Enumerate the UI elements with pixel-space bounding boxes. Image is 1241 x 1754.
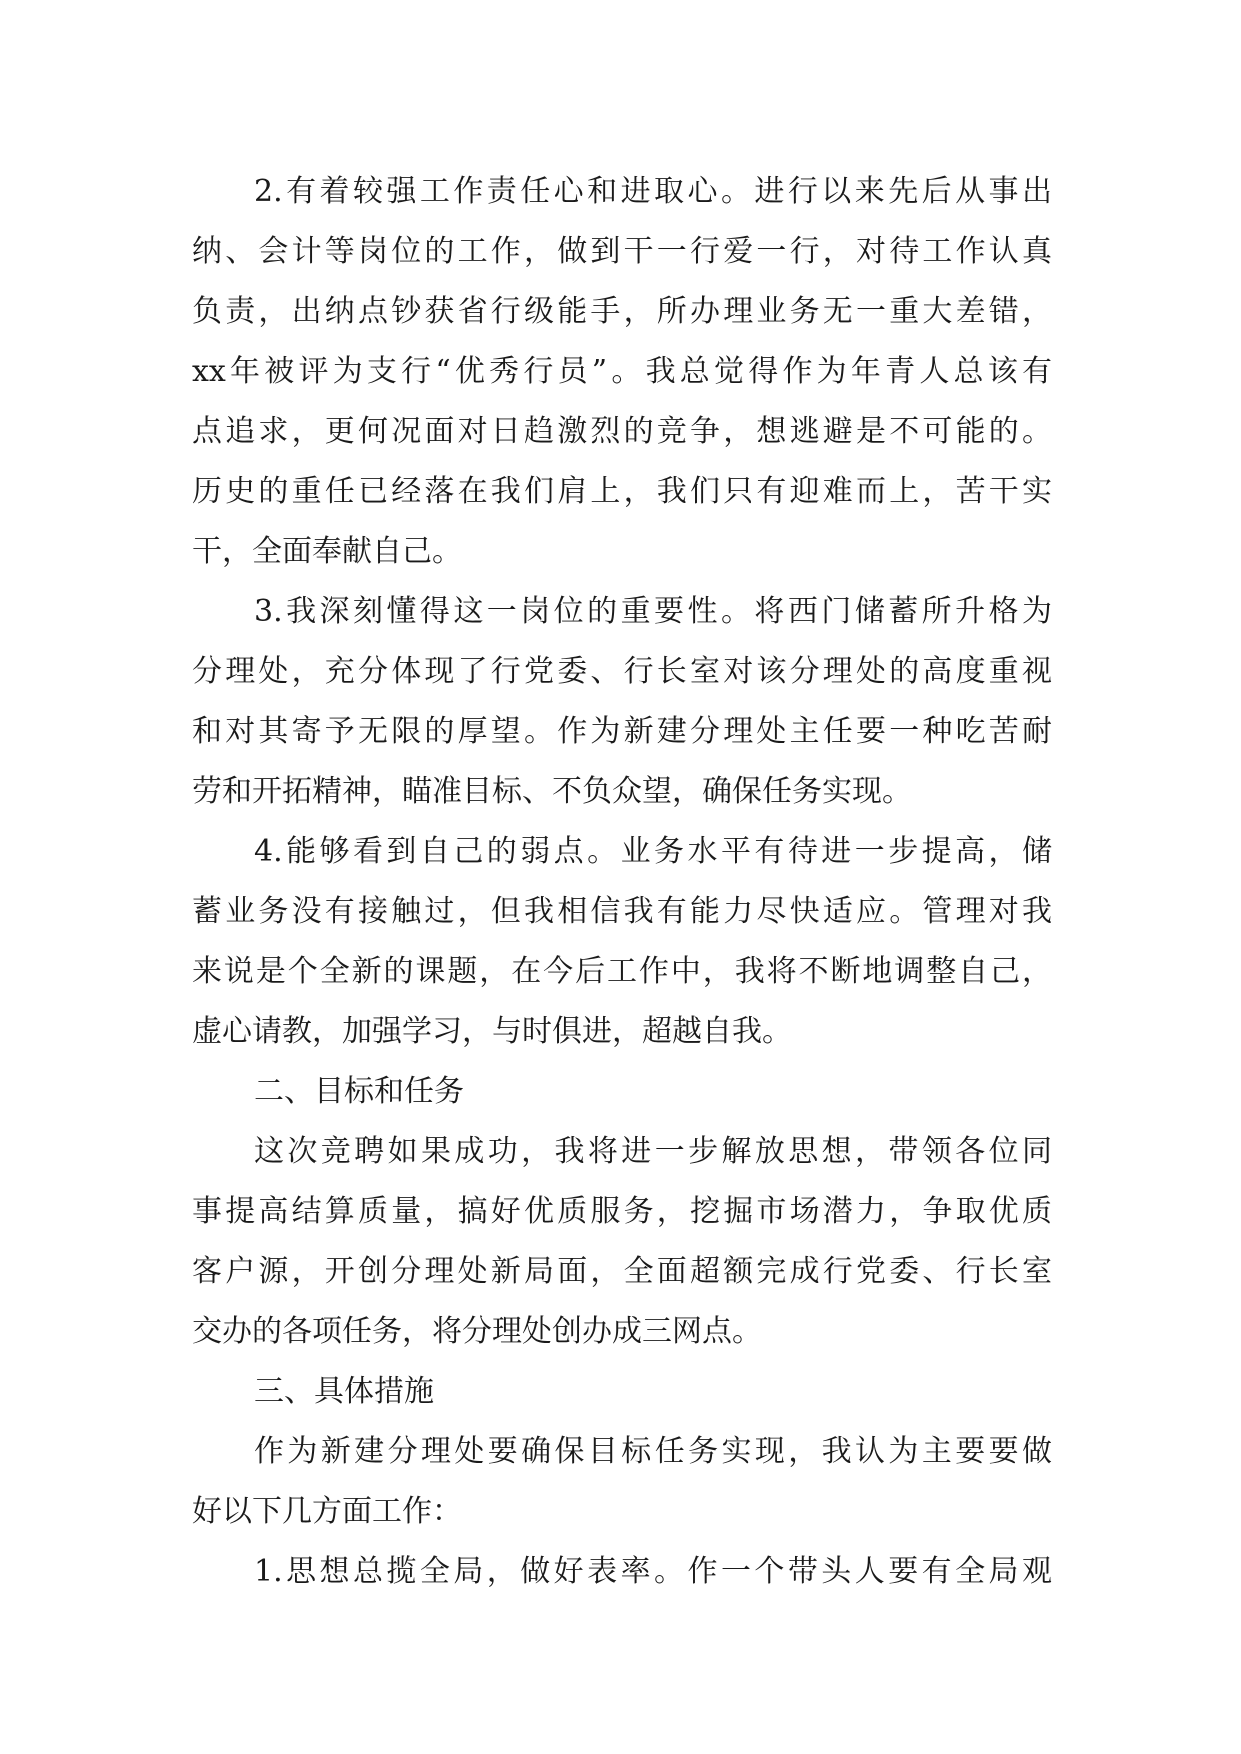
text-line: xx年被评为支行“优秀行员”。我总觉得作为年青人总该有 <box>192 354 1052 389</box>
text-line: 和对其寄予无限的厚望。作为新建分理处主任要一种吃苦耐 <box>192 714 1052 749</box>
text-line: 3.我深刻懂得这一岗位的重要性。将西门储蓄所升格为 <box>254 594 1052 629</box>
text-line: 交办的各项任务，将分理处创办成三网点。 <box>192 1314 762 1349</box>
text-line: 这次竞聘如果成功，我将进一步解放思想，带领各位同 <box>254 1134 1052 1169</box>
text-line: 点追求，更何况面对日趋激烈的竞争，想逃避是不可能的。 <box>192 414 1052 449</box>
text-line: 虚心请教，加强学习，与时俱进，超越自我。 <box>192 1014 792 1049</box>
paragraph <box>192 582 1052 822</box>
text-line: 负责，出纳点钞获省行级能手，所办理业务无一重大差错， <box>192 294 1052 329</box>
text-line: 2.有着较强工作责任心和进取心。进行以来先后从事出 <box>254 174 1052 209</box>
document-body <box>192 162 1052 1602</box>
text-line: 作为新建分理处要确保目标任务实现，我认为主要要做 <box>254 1434 1052 1469</box>
paragraph <box>192 1122 1052 1362</box>
text-line: 事提高结算质量，搞好优质服务，挖掘市场潜力，争取优质 <box>192 1194 1052 1229</box>
section-heading <box>192 1062 1052 1122</box>
text-line: 历史的重任已经落在我们肩上，我们只有迎难而上，苦干实 <box>192 474 1052 509</box>
text-line: 客户源，开创分理处新局面，全面超额完成行党委、行长室 <box>192 1254 1052 1289</box>
text-line: 来说是个全新的课题，在今后工作中，我将不断地调整自己， <box>192 954 1052 989</box>
text-line: 三、具体措施 <box>254 1374 434 1409</box>
text-line: 劳和开拓精神，瞄准目标、不负众望，确保任务实现。 <box>192 774 912 809</box>
text-line: 4.能够看到自己的弱点。业务水平有待进一步提高，储 <box>254 834 1052 869</box>
paragraph <box>192 1542 1052 1602</box>
text-line: 1.思想总揽全局，做好表率。作一个带头人要有全局观 <box>254 1554 1052 1589</box>
paragraph <box>192 1422 1052 1542</box>
text-line: 干，全面奉献自己。 <box>192 534 462 569</box>
section-heading <box>192 1362 1052 1422</box>
text-line: 分理处，充分体现了行党委、行长室对该分理处的高度重视 <box>192 654 1052 689</box>
text-line: 蓄业务没有接触过，但我相信我有能力尽快适应。管理对我 <box>192 894 1052 929</box>
text-line: 好以下几方面工作： <box>192 1494 462 1529</box>
paragraph <box>192 162 1052 582</box>
text-line: 纳、会计等岗位的工作，做到干一行爱一行，对待工作认真 <box>192 234 1052 269</box>
paragraph <box>192 822 1052 1062</box>
text-line: 二、目标和任务 <box>254 1074 464 1109</box>
